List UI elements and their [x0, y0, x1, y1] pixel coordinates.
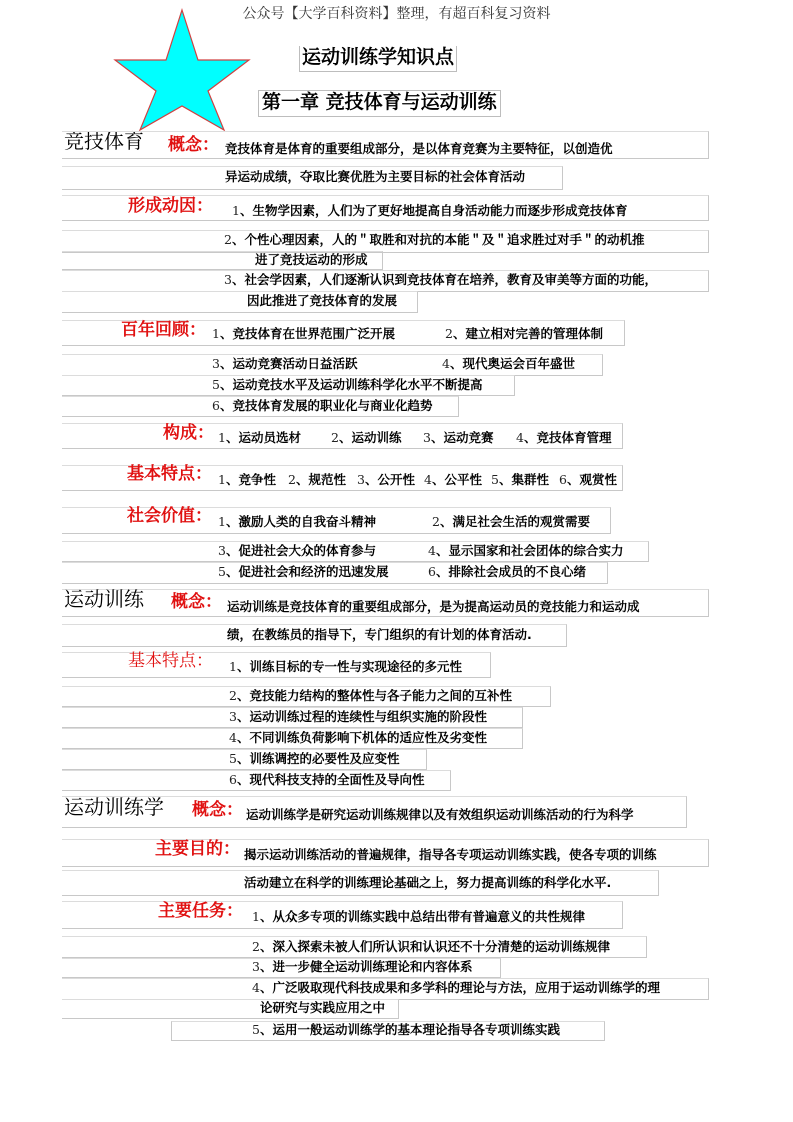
label-social-value: 社会价值：: [127, 506, 212, 526]
purpose-text-line-2: 活动建立在科学的训练理论基础之上，努力提高训练的科学化水平.: [244, 875, 612, 890]
formation-item: 进了竞技运动的形成: [255, 252, 368, 267]
formation-item: 3、社会学因素，人们逐渐认识到竞技体育在培养，教育及审美等方面的功能，: [224, 272, 657, 287]
section-heading-yundong-xunlian-xue: 运动训练学: [64, 795, 164, 819]
document-title: 运动训练学知识点: [299, 46, 457, 72]
history-item: 5、运动竞技水平及运动训练科学化水平不断提高: [212, 377, 483, 392]
history-item: 6、竞技体育发展的职业化与商业化趋势: [212, 398, 433, 413]
feature-item: 3、运动训练过程的连续性与组织实施的阶段性: [229, 709, 487, 724]
value-item: 6、排除社会成员的不良心绪: [428, 564, 586, 579]
label-formation: 形成动因：: [128, 196, 213, 216]
label-concept: 概念：: [192, 800, 243, 820]
feature-item: 2、规范性: [288, 472, 346, 487]
history-item: 4、现代奥运会百年盛世: [442, 356, 575, 371]
history-item: 2、建立相对完善的管理体制: [445, 326, 603, 341]
composition-item: 4、竞技体育管理: [516, 430, 612, 445]
value-item: 5、促进社会和经济的迅速发展: [218, 564, 389, 579]
value-item: 3、促进社会大众的体育参与: [218, 543, 376, 558]
value-item: 1、激励人类的自我奋斗精神: [218, 514, 376, 529]
star-icon: [113, 8, 251, 132]
formation-item: 2、个性心理因素，人的＂取胜和对抗的本能＂及＂追求胜过对手＂的动机推: [224, 232, 645, 247]
label-history: 百年回顾：: [121, 320, 206, 340]
feature-item: 5、集群性: [491, 472, 549, 487]
label-purpose: 主要目的：: [155, 839, 240, 859]
task-item: 论研究与实践应用之中: [260, 1000, 386, 1015]
feature-item: 1、训练目标的专一性与实现途径的多元性: [229, 659, 462, 674]
concept-text-line-1: 运动训练是竞技体育的重要组成部分，是为提高运动员的竞技能力和运动成: [227, 599, 640, 614]
task-item: 3、进一步健全运动训练理论和内容体系: [252, 959, 473, 974]
label-features: 基本特点：: [128, 651, 213, 671]
feature-item: 5、训练调控的必要性及应变性: [229, 751, 400, 766]
feature-item: 4、不同训练负荷影响下机体的适应性及劣变性: [229, 730, 487, 745]
feature-item: 6、现代科技支持的全面性及导向性: [229, 772, 425, 787]
feature-item: 1、竞争性: [218, 472, 276, 487]
section-heading-yundong-xunlian: 运动训练: [64, 587, 144, 611]
feature-item: 2、竞技能力结构的整体性与各子能力之间的互补性: [229, 688, 512, 703]
label-tasks: 主要任务：: [158, 901, 243, 921]
task-item: 1、从众多专项的训练实践中总结出带有普遍意义的共性规律: [252, 909, 585, 924]
header-note: 公众号【大学百科资料】整理，有超百科复习资料: [242, 6, 551, 22]
concept-text-line-2: 绩，在教练员的指导下，专门组织的有计划的体育活动.: [227, 627, 532, 642]
composition-item: 2、运动训练: [331, 430, 402, 445]
chapter-title: 第一章 竞技体育与运动训练: [258, 90, 501, 117]
history-item: 3、运动竞赛活动日益活跃: [212, 356, 358, 371]
section-heading-jingji: 竞技体育: [64, 129, 144, 153]
value-item: 2、满足社会生活的观赏需要: [432, 514, 590, 529]
history-item: 1、竞技体育在世界范围广泛开展: [212, 326, 395, 341]
feature-item: 3、公开性: [357, 472, 415, 487]
composition-item: 3、运动竞赛: [423, 430, 494, 445]
concept-text-line-1: 运动训练学是研究运动训练规律以及有效组织运动训练活动的行为科学: [246, 807, 634, 822]
label-composition: 构成：: [163, 423, 214, 443]
feature-item: 6、观赏性: [559, 472, 617, 487]
label-concept: 概念：: [171, 592, 222, 612]
concept-text-line-2: 异运动成绩，夺取比赛优胜为主要目标的社会体育活动: [225, 169, 526, 184]
formation-item: 1、生物学因素，人们为了更好地提高自身活动能力而逐步形成竞技体育: [232, 203, 628, 218]
task-item: 2、深入探索未被人们所认识和认识还不十分清楚的运动训练规律: [252, 939, 610, 954]
value-item: 4、显示国家和社会团体的综合实力: [428, 543, 624, 558]
feature-item: 4、公平性: [424, 472, 482, 487]
composition-item: 1、运动员选材: [218, 430, 301, 445]
label-features: 基本特点：: [127, 464, 212, 484]
task-item: 5、运用一般运动训练学的基本理论指导各专项训练实践: [252, 1022, 560, 1037]
formation-item: 因此推进了竞技体育的发展: [247, 293, 398, 308]
purpose-text-line-1: 揭示运动训练活动的普遍规律，指导各专项运动训练实践，使各专项的训练: [244, 847, 657, 862]
concept-text-line-1: 竞技体育是体育的重要组成部分，是以体育竞赛为主要特征，以创造优: [225, 141, 613, 156]
task-item: 4、广泛吸取现代科技成果和多学科的理论与方法，应用于运动训练学的理: [252, 980, 660, 995]
label-concept: 概念：: [168, 135, 219, 155]
